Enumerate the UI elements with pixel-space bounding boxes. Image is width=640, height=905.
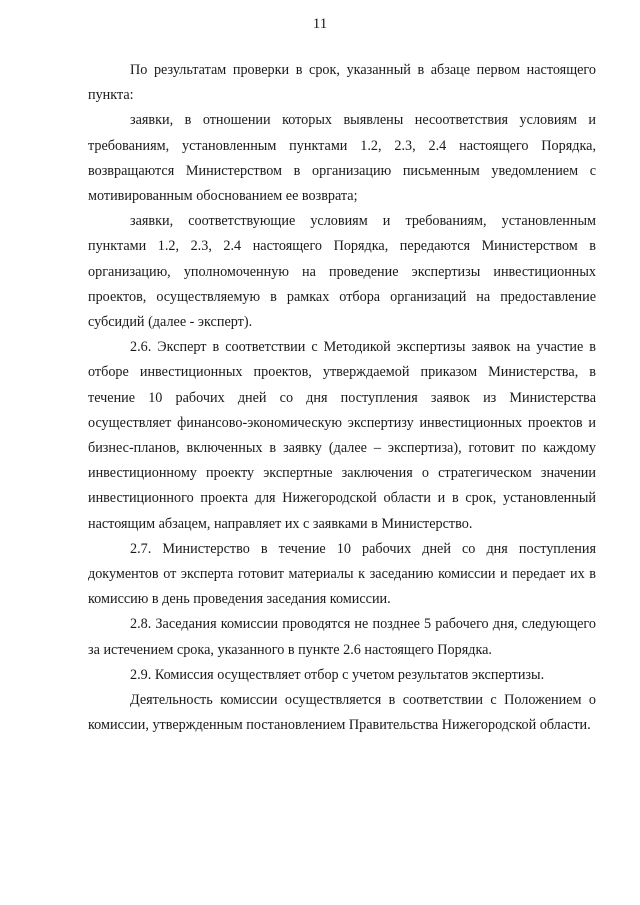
paragraph-commission-activity: Деятельность комиссии осуществляется в соответствии с Положением о комиссии, утвержденным постановлением Правительства Нижегородской области. [88,692,596,734]
paragraph-2-7-ministry: 2.7. Министерство в течение 10 рабочих дней со дня поступления документов от эксперта готовит материалы к заседанию комиссии и передает их в комиссию в день проведения заседания комиссии. [88,540,596,608]
paragraph-2-6-expertise: 2.6. Эксперт в соответствии с Методикой экспертизы заявок на участие в отборе инвестиционных проектов, утверждаемой приказом Министерства, в течение 10 рабочих дней со дня поступления заявок из Министерства осуществляет финансово-экономическую экспертизу инвестиционных проектов и бизнес-планов, включенных в заявку (далее – экспертиза), готовит по каждому инвестиционному проекту экспертные заключения о стратегическом значении инвестиционного проекта для Нижегородской области и в срок, установленный настоящим абзацем, направляет их с заявками в Министерство. [88,339,596,532]
document-body [88,58,596,738]
paragraph-2-8-meetings: 2.8. Заседания комиссии проводятся не позднее 5 рабочего дня, следующего за истечением срока, указанного в пункте 2.6 настоящего Порядка. [88,616,596,658]
paragraph-accepted-applications: заявки, соответствующие условиям и требованиям, установленным пунктами 1.2, 2.3, 2.4 настоящего Порядка, передаются Министерством в организацию, уполномоченную на проведение экспертизы инвестиционных проектов, осуществляемую в рамках отбора организаций на предоставление субсидий (далее - эксперт). [88,213,596,331]
paragraph-rejected-applications: заявки, в отношении которых выявлены несоответствия условиям и требованиям, установленным пунктами 1.2, 2.3, 2.4 настоящего Порядка, возвращаются Министерством в организацию письменным уведомлением с мотивированным обоснованием ее возврата; [88,112,596,205]
paragraph-2-9-selection: 2.9. Комиссия осуществляет отбор с учетом результатов экспертизы. [130,666,545,683]
page-number: 11 [312,16,328,32]
paragraph-check-results: По результатам проверки в срок, указанный в абзаце первом настоящего пункта: [88,62,596,104]
